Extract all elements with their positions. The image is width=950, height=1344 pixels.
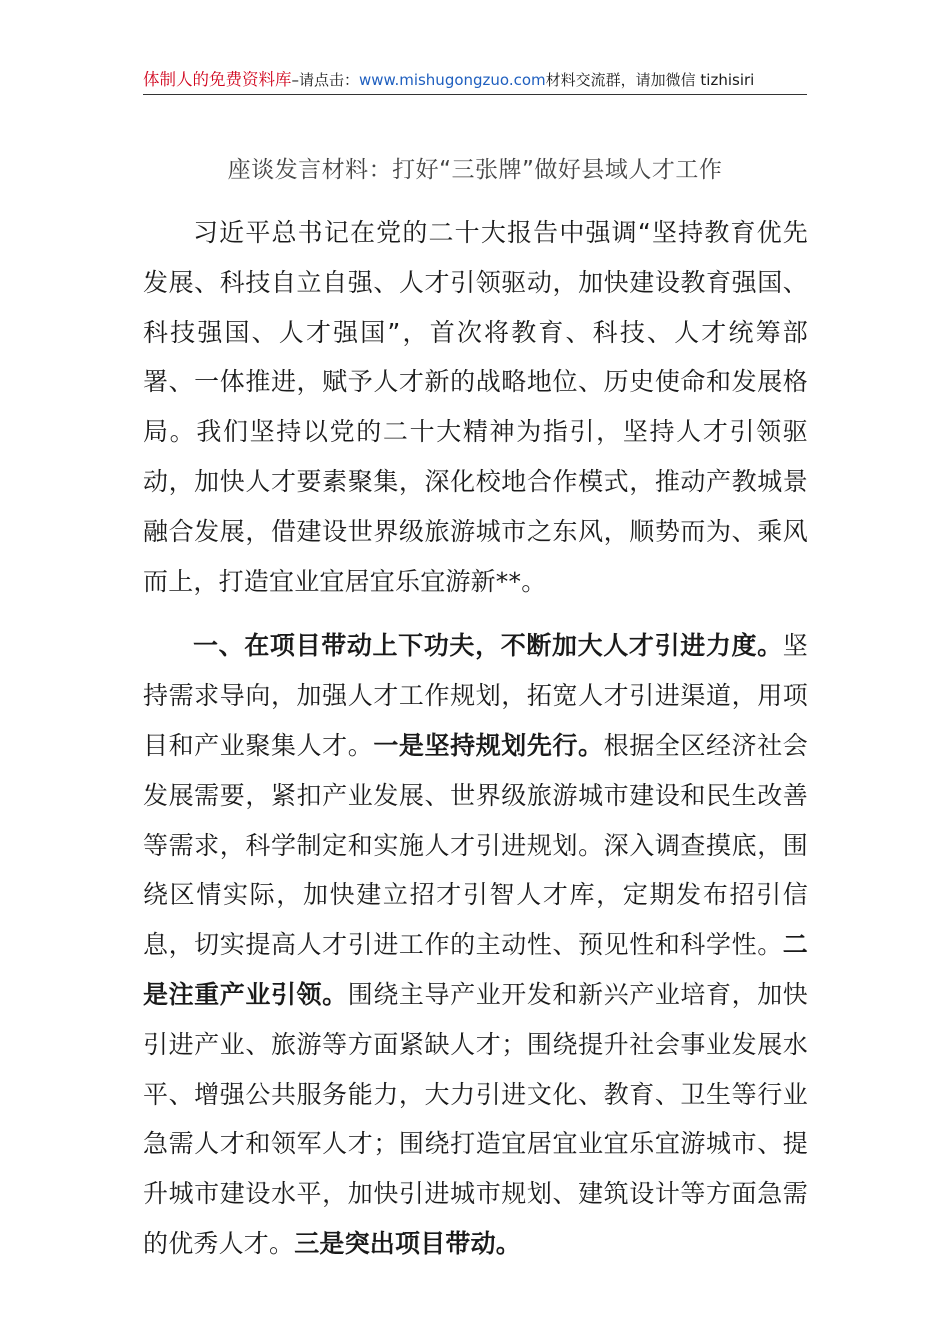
- point-3-title: 三是突出项目带动。: [294, 1228, 522, 1258]
- header-contact-info: 材料交流群，请加微信 tizhisiri: [545, 71, 755, 89]
- document-body: [143, 208, 808, 1269]
- document-title: 座谈发言材料：打好“三张牌”做好县域人才工作: [227, 157, 723, 183]
- header-brand: 体制人的免费资料库: [143, 70, 292, 89]
- section-1-lead: 坚持需求导向，加强人才工作规划，拓宽人才引进渠道，用项目和产业聚集人才。: [143, 631, 808, 760]
- point-1-text: 根据全区经济社会发展需要，紧扣产业发展、世界级旅游城市建设和民生改善等需求，科学制定和实施人才引进规划。深入调查摸底，围绕区情实际，加快建立招才引智人才库，定期发布招引信息，切实提高人才引进工作的主动性、预见性和科学性。: [143, 730, 808, 960]
- point-2-text: 围绕主导产业开发和新兴产业培育，加快引进产业、旅游等方面紧缺人才；围绕提升社会事业发展水平、增强公共服务能力，大力引进文化、教育、卫生等行业急需人才和领军人才；围绕打造宜居宜业宜乐宜游城市、提升城市建设水平，加快引进城市规划、建筑设计等方面急需的优秀人才。: [143, 979, 808, 1258]
- point-1-title: 一是坚持规划先行。: [373, 730, 604, 760]
- header-link-prompt: –请点击：: [291, 71, 360, 89]
- intro-paragraph: 习近平总书记在党的二十大报告中强调“坚持教育优先发展、科技自立自强、人才引领驱动，加快建设教育强国、科技强国、人才强国”，首次将教育、科技、人才统筹部署、一体推进，赋予人才新的战略地位、历史使命和发展格局。我们坚持以党的二十大精神为指引，坚持人才引领驱动，加快人才要素聚集，深化校地合作模式，推动产教城景融合发展，借建设世界级旅游城市之东风，顺势而为、乘风而上，打造宜业宜居宜乐宜游新**。: [143, 218, 808, 596]
- section-1-heading: 一、在项目带动上下功夫，不断加大人才引进力度。: [193, 631, 783, 661]
- section-1-paragraph: [143, 621, 808, 1268]
- header-website-link[interactable]: www.mishugongzuo.com: [359, 71, 546, 89]
- page-header-banner: [143, 70, 807, 96]
- header-divider: [143, 94, 807, 95]
- point-2-title: 二是注重产业引领。: [143, 930, 808, 1009]
